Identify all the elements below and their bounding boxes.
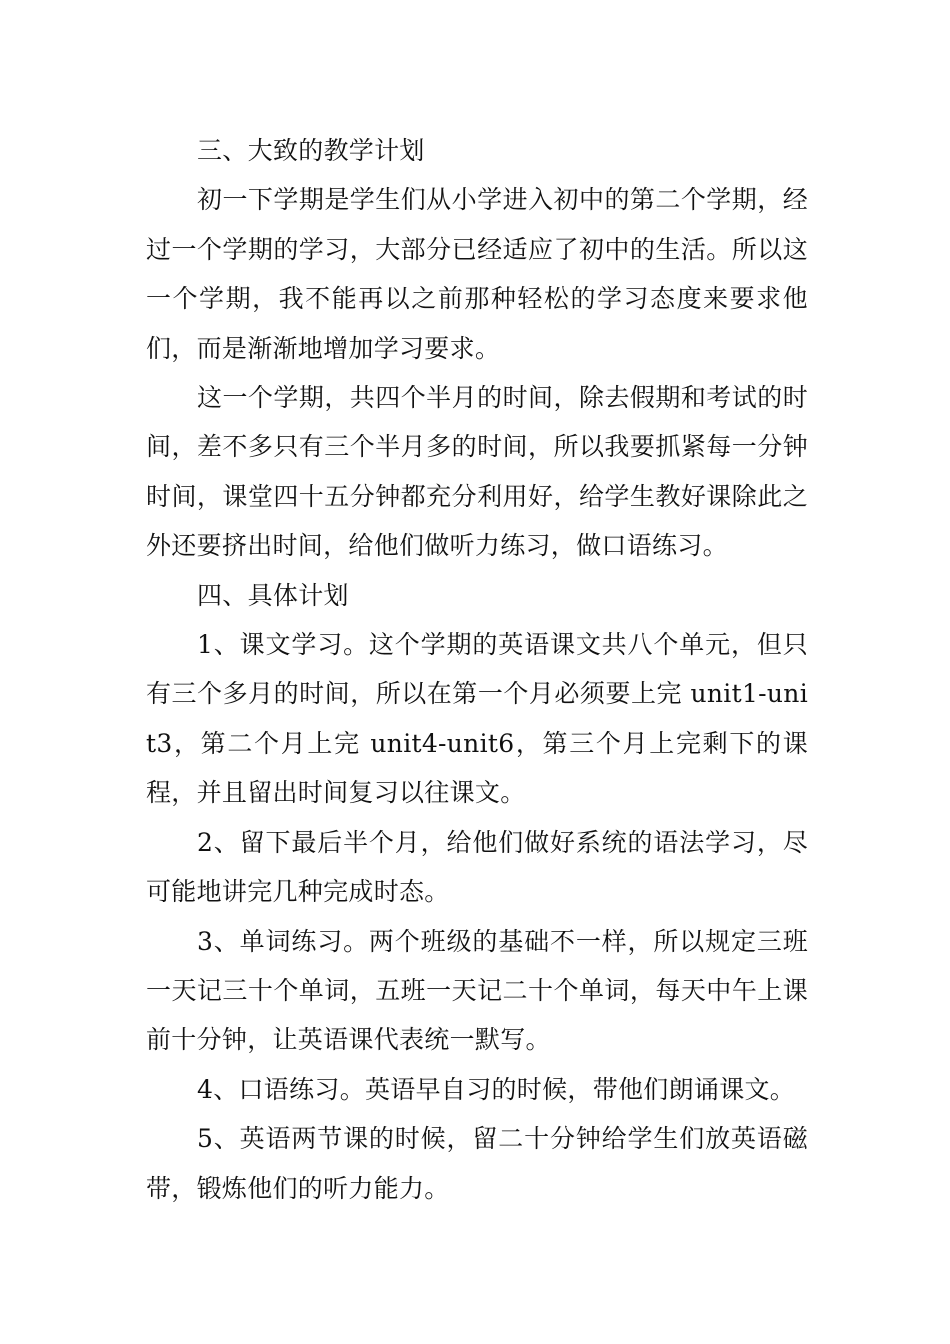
plan-item-vocabulary: 3、单词练习。两个班级的基础不一样，所以规定三班一天记三十个单词，五班一天记二十个单词，每天中午上课前十分钟，让英语课代表统一默写。	[146, 926, 808, 1055]
plan-item-speaking: 4、口语练习。英语早自习的时候，带他们朗诵课文。	[197, 1074, 796, 1104]
paragraph-semester-intro: 初一下学期是学生们从小学进入初中的第二个学期，经过一个学期的学习，大部分已经适应了初中的生活。所以这一个学期，我不能再以之前那种轻松的学习态度来要求他们，而是渐渐地增加学习要求。	[146, 185, 808, 363]
plan-item-listening: 5、英语两节课的时候，留二十分钟给学生们放英语磁带，锻炼他们的听力能力。	[146, 1124, 808, 1203]
document-body	[146, 126, 808, 1213]
section-heading-specific-plan: 四、具体计划	[197, 580, 349, 610]
section-heading-teaching-plan: 三、大致的教学计划	[197, 136, 425, 165]
plan-item-grammar: 2、留下最后半个月，给他们做好系统的语法学习，尽可能地讲完几种完成时态。	[146, 827, 808, 907]
paragraph-time-plan: 这一个学期，共四个半月的时间，除去假期和考试的时间，差不多只有三个半月多的时间，所以我要抓紧每一分钟时间，课堂四十五分钟都充分利用好，给学生教好课除此之外还要挤出时间，给他们做听力练习，做口语练习。	[146, 383, 808, 561]
plan-item-text-study: 1、课文学习。这个学期的英语课文共八个单元，但只有三个多月的时间，所以在第一个月必须要上完 unit1-unit3，第二个月上完 unit4-unit6，第三个月上完剩下的课程，并且留出时间复习以往课文。	[146, 630, 808, 808]
